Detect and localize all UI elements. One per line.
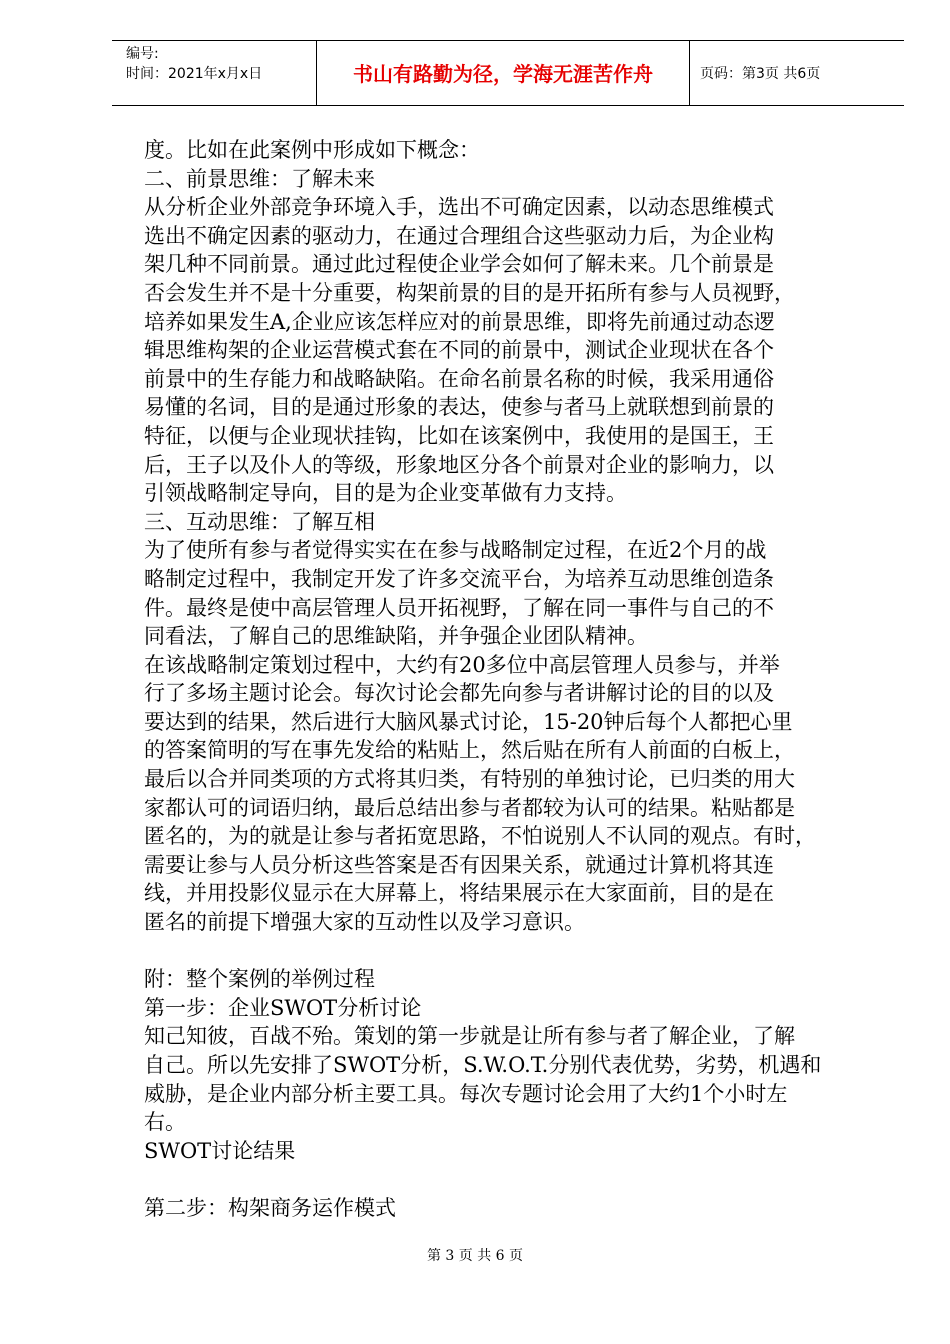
- body-line: 自己。所以先安排了SWOT分析，S.W.O.T.分别代表优势，劣势，机遇和: [144, 1053, 822, 1077]
- body-line: 知己知彼，百战不殆。策划的第一步就是让所有参与者了解企业，了解: [144, 1024, 795, 1049]
- body-line: 的答案简明的写在事先发给的粘贴上，然后贴在所有人前面的白板上，: [144, 738, 795, 763]
- body-line: 架几种不同前景。通过此过程使企业学会如何了解未来。几个前景是: [144, 252, 774, 277]
- page-footer: 第 3 页 共 6 页: [426, 1248, 524, 1264]
- section-heading-interaction: 三、互动思维：了解互相: [144, 509, 375, 534]
- body-line: 需要让参与人员分析这些答案是否有因果关系，就通过计算机将其连: [144, 852, 774, 877]
- body-line: 要达到的结果，然后进行大脑风暴式讨论，15-20钟后每个人都把心里: [144, 709, 793, 734]
- header-meta: [112, 41, 316, 105]
- header-page-number: 页码：第3页 共6页: [700, 66, 821, 82]
- page-header: [112, 40, 904, 106]
- body-line: 线，并用投影仪显示在大屏幕上，将结果展示在大家面前，目的是在: [144, 881, 774, 906]
- body-line: 选出不确定因素的驱动力，在通过合理组合这些驱动力后，为企业构: [144, 223, 774, 248]
- body-line: 从分析企业外部竞争环境入手，选出不可确定因素，以动态思维模式: [144, 195, 774, 220]
- body-line: 前景中的生存能力和战略缺陷。在命名前景名称的时候，我采用通俗: [144, 366, 774, 391]
- header-motto: 书山有路勤为径，学海无涯苦作舟: [316, 41, 690, 105]
- blank-line: [144, 937, 882, 966]
- blank-line: [144, 1165, 882, 1194]
- document-time-label: 时间：2021年x月x日: [126, 66, 263, 82]
- body-line: 最后以合并同类项的方式将其归类，有特别的单独讨论，已归类的用大: [144, 767, 795, 792]
- body-line: 略制定过程中，我制定开发了许多交流平台，为培养互动思维创造条: [144, 566, 774, 591]
- step-one-heading: 第一步：企业SWOT分析讨论: [144, 995, 422, 1020]
- body-line: 后，王子以及仆人的等级，形象地区分各个前景对企业的影响力，以: [144, 452, 774, 477]
- body-line: 件。最终是使中高层管理人员开拓视野，了解在同一事件与自己的不: [144, 595, 774, 620]
- body-line: 特征，以便与企业现状挂钩，比如在该案例中，我使用的是国王，王: [144, 423, 774, 448]
- body-line: 右。: [144, 1110, 186, 1135]
- body-line: 引领战略制定导向，目的是为企业变革做有力支持。: [144, 481, 627, 506]
- body-line: 易懂的名词，目的是通过形象的表达，使参与者马上就联想到前景的: [144, 395, 774, 420]
- swot-result-label: SWOT讨论结果: [144, 1138, 296, 1163]
- body-line: 在该战略制定策划过程中，大约有20多位中高层管理人员参与，并举: [144, 652, 780, 677]
- body-line: 威胁，是企业内部分析主要工具。每次专题讨论会用了大约1个小时左: [144, 1081, 788, 1106]
- body-line: 行了多场主题讨论会。每次讨论会都先向参与者讲解讨论的目的以及: [144, 681, 774, 706]
- appendix-heading: 附：整个案例的举例过程: [144, 967, 375, 992]
- section-heading-foresight: 二、前景思维：了解未来: [144, 166, 375, 191]
- body-line: 辑思维构架的企业运营模式套在不同的前景中，测试企业现状在各个: [144, 338, 774, 363]
- document-body: [144, 136, 882, 1223]
- body-line: 度。比如在此案例中形成如下概念：: [144, 138, 480, 162]
- body-line: 匿名的，为的就是让参与者拓宽思路，不怕说别人不认同的观点。有时，: [144, 824, 816, 849]
- body-line: 否会发生并不是十分重要，构架前景的目的是开拓所有参与人员视野，: [144, 280, 795, 305]
- step-two-heading: 第二步：构架商务运作模式: [144, 1195, 396, 1220]
- body-line: 匿名的前提下增强大家的互动性以及学习意识。: [144, 910, 585, 935]
- document-number-label: 编号:: [126, 46, 159, 62]
- body-line: 家都认可的词语归纳，最后总结出参与者都较为认可的结果。粘贴都是: [144, 795, 795, 820]
- body-line: 为了使所有参与者觉得实实在在参与战略制定过程，在近2个月的战: [144, 538, 767, 563]
- body-line: 同看法，了解自己的思维缺陷，并争强企业团队精神。: [144, 624, 648, 649]
- body-line: 培养如果发生A,企业应该怎样应对的前景思维，即将先前通过动态逻: [144, 309, 775, 334]
